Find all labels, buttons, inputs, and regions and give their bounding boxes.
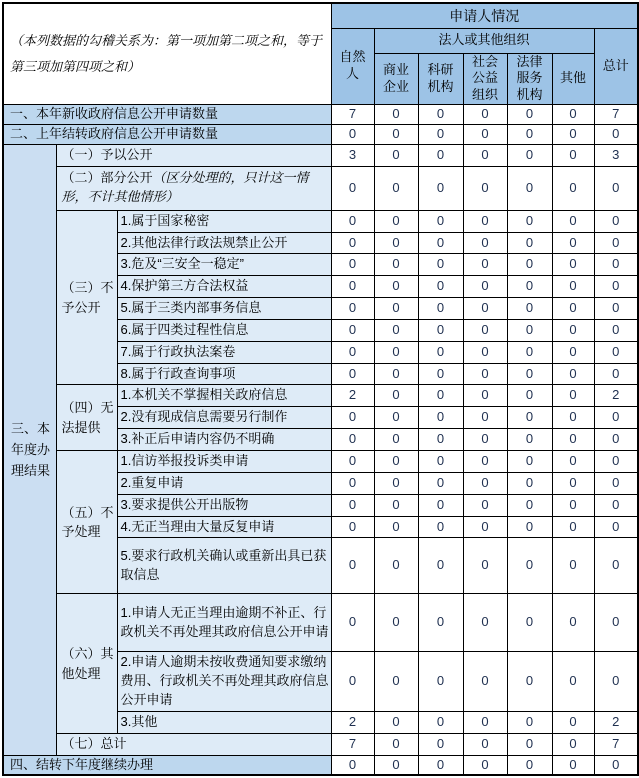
value-cell: 0: [507, 407, 552, 429]
value-cell: 0: [552, 276, 594, 298]
value-cell: 0: [331, 363, 374, 385]
value-cell: 0: [331, 210, 374, 232]
value-cell: 0: [418, 105, 463, 125]
value-cell: 0: [594, 166, 638, 210]
value-cell: 0: [463, 298, 507, 320]
value-cell: 0: [418, 210, 463, 232]
value-cell: 0: [374, 429, 418, 451]
value-cell: 0: [374, 276, 418, 298]
value-cell: 0: [594, 652, 638, 712]
value-cell: 0: [463, 276, 507, 298]
value-cell: 0: [507, 450, 552, 472]
value-cell: 0: [374, 144, 418, 166]
item-label: 1.申请人无正当理由逾期不补正、行政机关不再处理其政府信息公开申请: [117, 594, 331, 652]
value-cell: 0: [374, 494, 418, 516]
header-legal-org: 法人或其他组织: [374, 28, 594, 53]
value-cell: 0: [507, 516, 552, 538]
header-natural-person: 自然人: [331, 28, 374, 105]
value-cell: 0: [507, 472, 552, 494]
value-cell: 0: [374, 210, 418, 232]
value-cell: 0: [594, 755, 638, 775]
value-cell: 0: [463, 516, 507, 538]
value-cell: 0: [507, 210, 552, 232]
value-cell: 0: [507, 733, 552, 755]
value-cell: 0: [594, 254, 638, 276]
item-label: 2.重复申请: [117, 472, 331, 494]
item-label: 3.补正后申请内容仍不明确: [117, 429, 331, 451]
value-cell: 0: [331, 494, 374, 516]
row-label: 一、本年新收政府信息公开申请数量: [3, 105, 331, 125]
row-label: 四、结转下年度继续办理: [3, 755, 331, 775]
value-cell: 0: [374, 125, 418, 145]
item-label: 1.信访举报投诉类申请: [117, 450, 331, 472]
value-cell: 0: [418, 450, 463, 472]
item-label: 5.属于三类内部事务信息: [117, 298, 331, 320]
value-cell: 0: [552, 594, 594, 652]
value-cell: 0: [463, 407, 507, 429]
header-org-type-other: 其他: [552, 53, 594, 105]
value-cell: 0: [507, 385, 552, 407]
value-cell: 0: [552, 125, 594, 145]
value-cell: 0: [552, 711, 594, 733]
value-cell: 0: [463, 254, 507, 276]
value-cell: 0: [418, 341, 463, 363]
value-cell: 0: [463, 652, 507, 712]
value-cell: 0: [463, 733, 507, 755]
value-cell: 0: [552, 144, 594, 166]
row-label-note: （区分处理的，只计这一情形，不计其他情形）: [61, 170, 309, 205]
value-cell: 0: [507, 254, 552, 276]
value-cell: 0: [374, 166, 418, 210]
reconciliation-note: （本列数据的勾稽关系为：第一项加第二项之和，等于第三项加第四项之和）: [3, 3, 331, 105]
value-cell: 0: [594, 450, 638, 472]
value-cell: 0: [463, 105, 507, 125]
item-label: 1.属于国家秘密: [117, 210, 331, 232]
item-label: 2.其他法律行政法规禁止公开: [117, 232, 331, 254]
value-cell: 0: [374, 538, 418, 594]
value-cell: 0: [374, 594, 418, 652]
value-cell: 7: [331, 733, 374, 755]
value-cell: 0: [552, 516, 594, 538]
value-cell: 0: [507, 755, 552, 775]
value-cell: 0: [594, 407, 638, 429]
value-cell: 0: [331, 429, 374, 451]
value-cell: 0: [418, 652, 463, 712]
value-cell: 0: [374, 472, 418, 494]
value-cell: 0: [418, 733, 463, 755]
value-cell: 0: [331, 232, 374, 254]
value-cell: 0: [331, 125, 374, 145]
header-org-type-commercial: 商业企业: [374, 53, 418, 105]
value-cell: 0: [463, 494, 507, 516]
item-label: 2.没有现成信息需要另行制作: [117, 407, 331, 429]
value-cell: 0: [331, 755, 374, 775]
value-cell: 0: [463, 385, 507, 407]
value-cell: 0: [418, 538, 463, 594]
item-label: 1.本机关不掌握相关政府信息: [117, 385, 331, 407]
value-cell: 0: [374, 407, 418, 429]
value-cell: 0: [418, 407, 463, 429]
value-cell: 0: [507, 538, 552, 594]
item-label: 7.属于行政执法案卷: [117, 341, 331, 363]
item-label: 6.属于四类过程性信息: [117, 319, 331, 341]
value-cell: 0: [552, 254, 594, 276]
value-cell: 0: [418, 363, 463, 385]
value-cell: 0: [418, 385, 463, 407]
value-cell: 0: [463, 472, 507, 494]
value-cell: 0: [331, 652, 374, 712]
value-cell: 0: [374, 652, 418, 712]
value-cell: 0: [418, 254, 463, 276]
value-cell: 0: [418, 166, 463, 210]
value-cell: 0: [418, 232, 463, 254]
section-label-annual-results: 三、本年度办理结果: [3, 144, 56, 755]
value-cell: 0: [594, 429, 638, 451]
value-cell: 0: [374, 105, 418, 125]
value-cell: 0: [463, 755, 507, 775]
value-cell: 0: [552, 755, 594, 775]
header-applicant-status: 申请人情况: [331, 3, 638, 28]
value-cell: 0: [374, 232, 418, 254]
value-cell: 0: [463, 125, 507, 145]
value-cell: 2: [594, 711, 638, 733]
value-cell: 0: [418, 755, 463, 775]
value-cell: 0: [374, 733, 418, 755]
item-label: 2.申请人逾期未按收费通知要求缴纳费用、行政机关不再处理其政府信息公开申请: [117, 652, 331, 712]
value-cell: 0: [594, 276, 638, 298]
report-table-container: [2, 2, 637, 776]
value-cell: 0: [594, 232, 638, 254]
value-cell: 0: [374, 385, 418, 407]
value-cell: 3: [331, 144, 374, 166]
value-cell: 3: [594, 144, 638, 166]
value-cell: 0: [374, 363, 418, 385]
value-cell: 0: [418, 319, 463, 341]
row-label: （一）予以公开: [56, 144, 331, 166]
header-org-type-research: 科研机构: [418, 53, 463, 105]
value-cell: 0: [507, 276, 552, 298]
item-label: 4.无正当理由大量反复申请: [117, 516, 331, 538]
value-cell: 0: [331, 254, 374, 276]
value-cell: 0: [552, 538, 594, 594]
value-cell: 0: [507, 144, 552, 166]
section-label-not-processed: （五）不予处理: [56, 450, 117, 593]
value-cell: 0: [331, 407, 374, 429]
value-cell: 0: [507, 105, 552, 125]
value-cell: 0: [507, 232, 552, 254]
value-cell: 0: [418, 494, 463, 516]
value-cell: 0: [331, 341, 374, 363]
value-cell: 0: [552, 298, 594, 320]
value-cell: 0: [594, 341, 638, 363]
item-label: 4.保护第三方合法权益: [117, 276, 331, 298]
value-cell: 0: [552, 385, 594, 407]
value-cell: 2: [331, 385, 374, 407]
row-label: （七）总计: [56, 733, 331, 755]
section-label-refusal: （三）不予公开: [56, 210, 117, 385]
value-cell: 0: [594, 472, 638, 494]
value-cell: 0: [331, 472, 374, 494]
value-cell: 0: [374, 711, 418, 733]
value-cell: 0: [507, 298, 552, 320]
value-cell: 0: [594, 210, 638, 232]
value-cell: 0: [552, 494, 594, 516]
value-cell: 0: [552, 341, 594, 363]
value-cell: 0: [552, 450, 594, 472]
value-cell: 0: [507, 711, 552, 733]
value-cell: 0: [331, 319, 374, 341]
value-cell: 0: [374, 450, 418, 472]
value-cell: 0: [418, 711, 463, 733]
value-cell: 7: [594, 733, 638, 755]
value-cell: 0: [507, 319, 552, 341]
value-cell: 0: [552, 105, 594, 125]
value-cell: 0: [552, 407, 594, 429]
value-cell: 0: [463, 429, 507, 451]
value-cell: 0: [418, 125, 463, 145]
value-cell: 0: [507, 341, 552, 363]
value-cell: 0: [594, 298, 638, 320]
value-cell: 0: [374, 319, 418, 341]
value-cell: 0: [374, 341, 418, 363]
value-cell: 0: [594, 516, 638, 538]
section-label-other-handling: （六）其他处理: [56, 594, 117, 733]
value-cell: 0: [418, 276, 463, 298]
value-cell: 0: [594, 594, 638, 652]
value-cell: 0: [552, 166, 594, 210]
section-label-unable-provide: （四）无法提供: [56, 385, 117, 451]
value-cell: 0: [507, 494, 552, 516]
value-cell: 0: [507, 429, 552, 451]
value-cell: 2: [594, 385, 638, 407]
item-label: 8.属于行政查询事项: [117, 363, 331, 385]
value-cell: 0: [331, 594, 374, 652]
value-cell: 0: [594, 494, 638, 516]
value-cell: 0: [594, 538, 638, 594]
value-cell: 0: [374, 755, 418, 775]
row-label: 二、上年结转政府信息公开申请数量: [3, 125, 331, 145]
value-cell: 0: [463, 450, 507, 472]
header-org-type-social: 社会公益组织: [463, 53, 507, 105]
item-label: 3.危及“三安全一稳定”: [117, 254, 331, 276]
value-cell: 0: [463, 210, 507, 232]
value-cell: 0: [331, 276, 374, 298]
value-cell: 0: [552, 363, 594, 385]
value-cell: 0: [463, 538, 507, 594]
value-cell: 0: [463, 594, 507, 652]
value-cell: 0: [331, 516, 374, 538]
value-cell: 0: [463, 232, 507, 254]
value-cell: 0: [463, 319, 507, 341]
value-cell: 2: [331, 711, 374, 733]
row-label: [56, 166, 331, 210]
value-cell: 0: [594, 319, 638, 341]
value-cell: 0: [418, 594, 463, 652]
value-cell: 0: [331, 166, 374, 210]
value-cell: 0: [507, 363, 552, 385]
value-cell: 0: [418, 472, 463, 494]
row-label-main: （二）部分公开: [61, 170, 153, 186]
value-cell: 0: [463, 144, 507, 166]
value-cell: 0: [374, 516, 418, 538]
value-cell: 0: [552, 210, 594, 232]
value-cell: 0: [418, 429, 463, 451]
value-cell: 0: [374, 254, 418, 276]
value-cell: 0: [418, 144, 463, 166]
value-cell: 0: [552, 319, 594, 341]
value-cell: 0: [507, 125, 552, 145]
item-label: 3.要求提供公开出版物: [117, 494, 331, 516]
header-total: 总计: [594, 28, 638, 105]
value-cell: 0: [331, 538, 374, 594]
value-cell: 0: [463, 711, 507, 733]
value-cell: 0: [507, 166, 552, 210]
value-cell: 0: [552, 733, 594, 755]
value-cell: 7: [594, 105, 638, 125]
value-cell: 0: [331, 298, 374, 320]
value-cell: 0: [463, 341, 507, 363]
value-cell: 0: [418, 298, 463, 320]
value-cell: 0: [507, 594, 552, 652]
value-cell: 0: [463, 363, 507, 385]
value-cell: 0: [594, 363, 638, 385]
value-cell: 0: [594, 125, 638, 145]
value-cell: 0: [463, 166, 507, 210]
value-cell: 0: [331, 450, 374, 472]
application-statistics-table: [2, 2, 639, 776]
item-label: 5.要求行政机关确认或重新出具已获取信息: [117, 538, 331, 594]
value-cell: 7: [331, 105, 374, 125]
value-cell: 0: [552, 652, 594, 712]
value-cell: 0: [507, 652, 552, 712]
header-org-type-legal: 法律服务机构: [507, 53, 552, 105]
value-cell: 0: [552, 232, 594, 254]
item-label: 3.其他: [117, 711, 331, 733]
value-cell: 0: [418, 516, 463, 538]
value-cell: 0: [552, 472, 594, 494]
value-cell: 0: [552, 429, 594, 451]
value-cell: 0: [374, 298, 418, 320]
